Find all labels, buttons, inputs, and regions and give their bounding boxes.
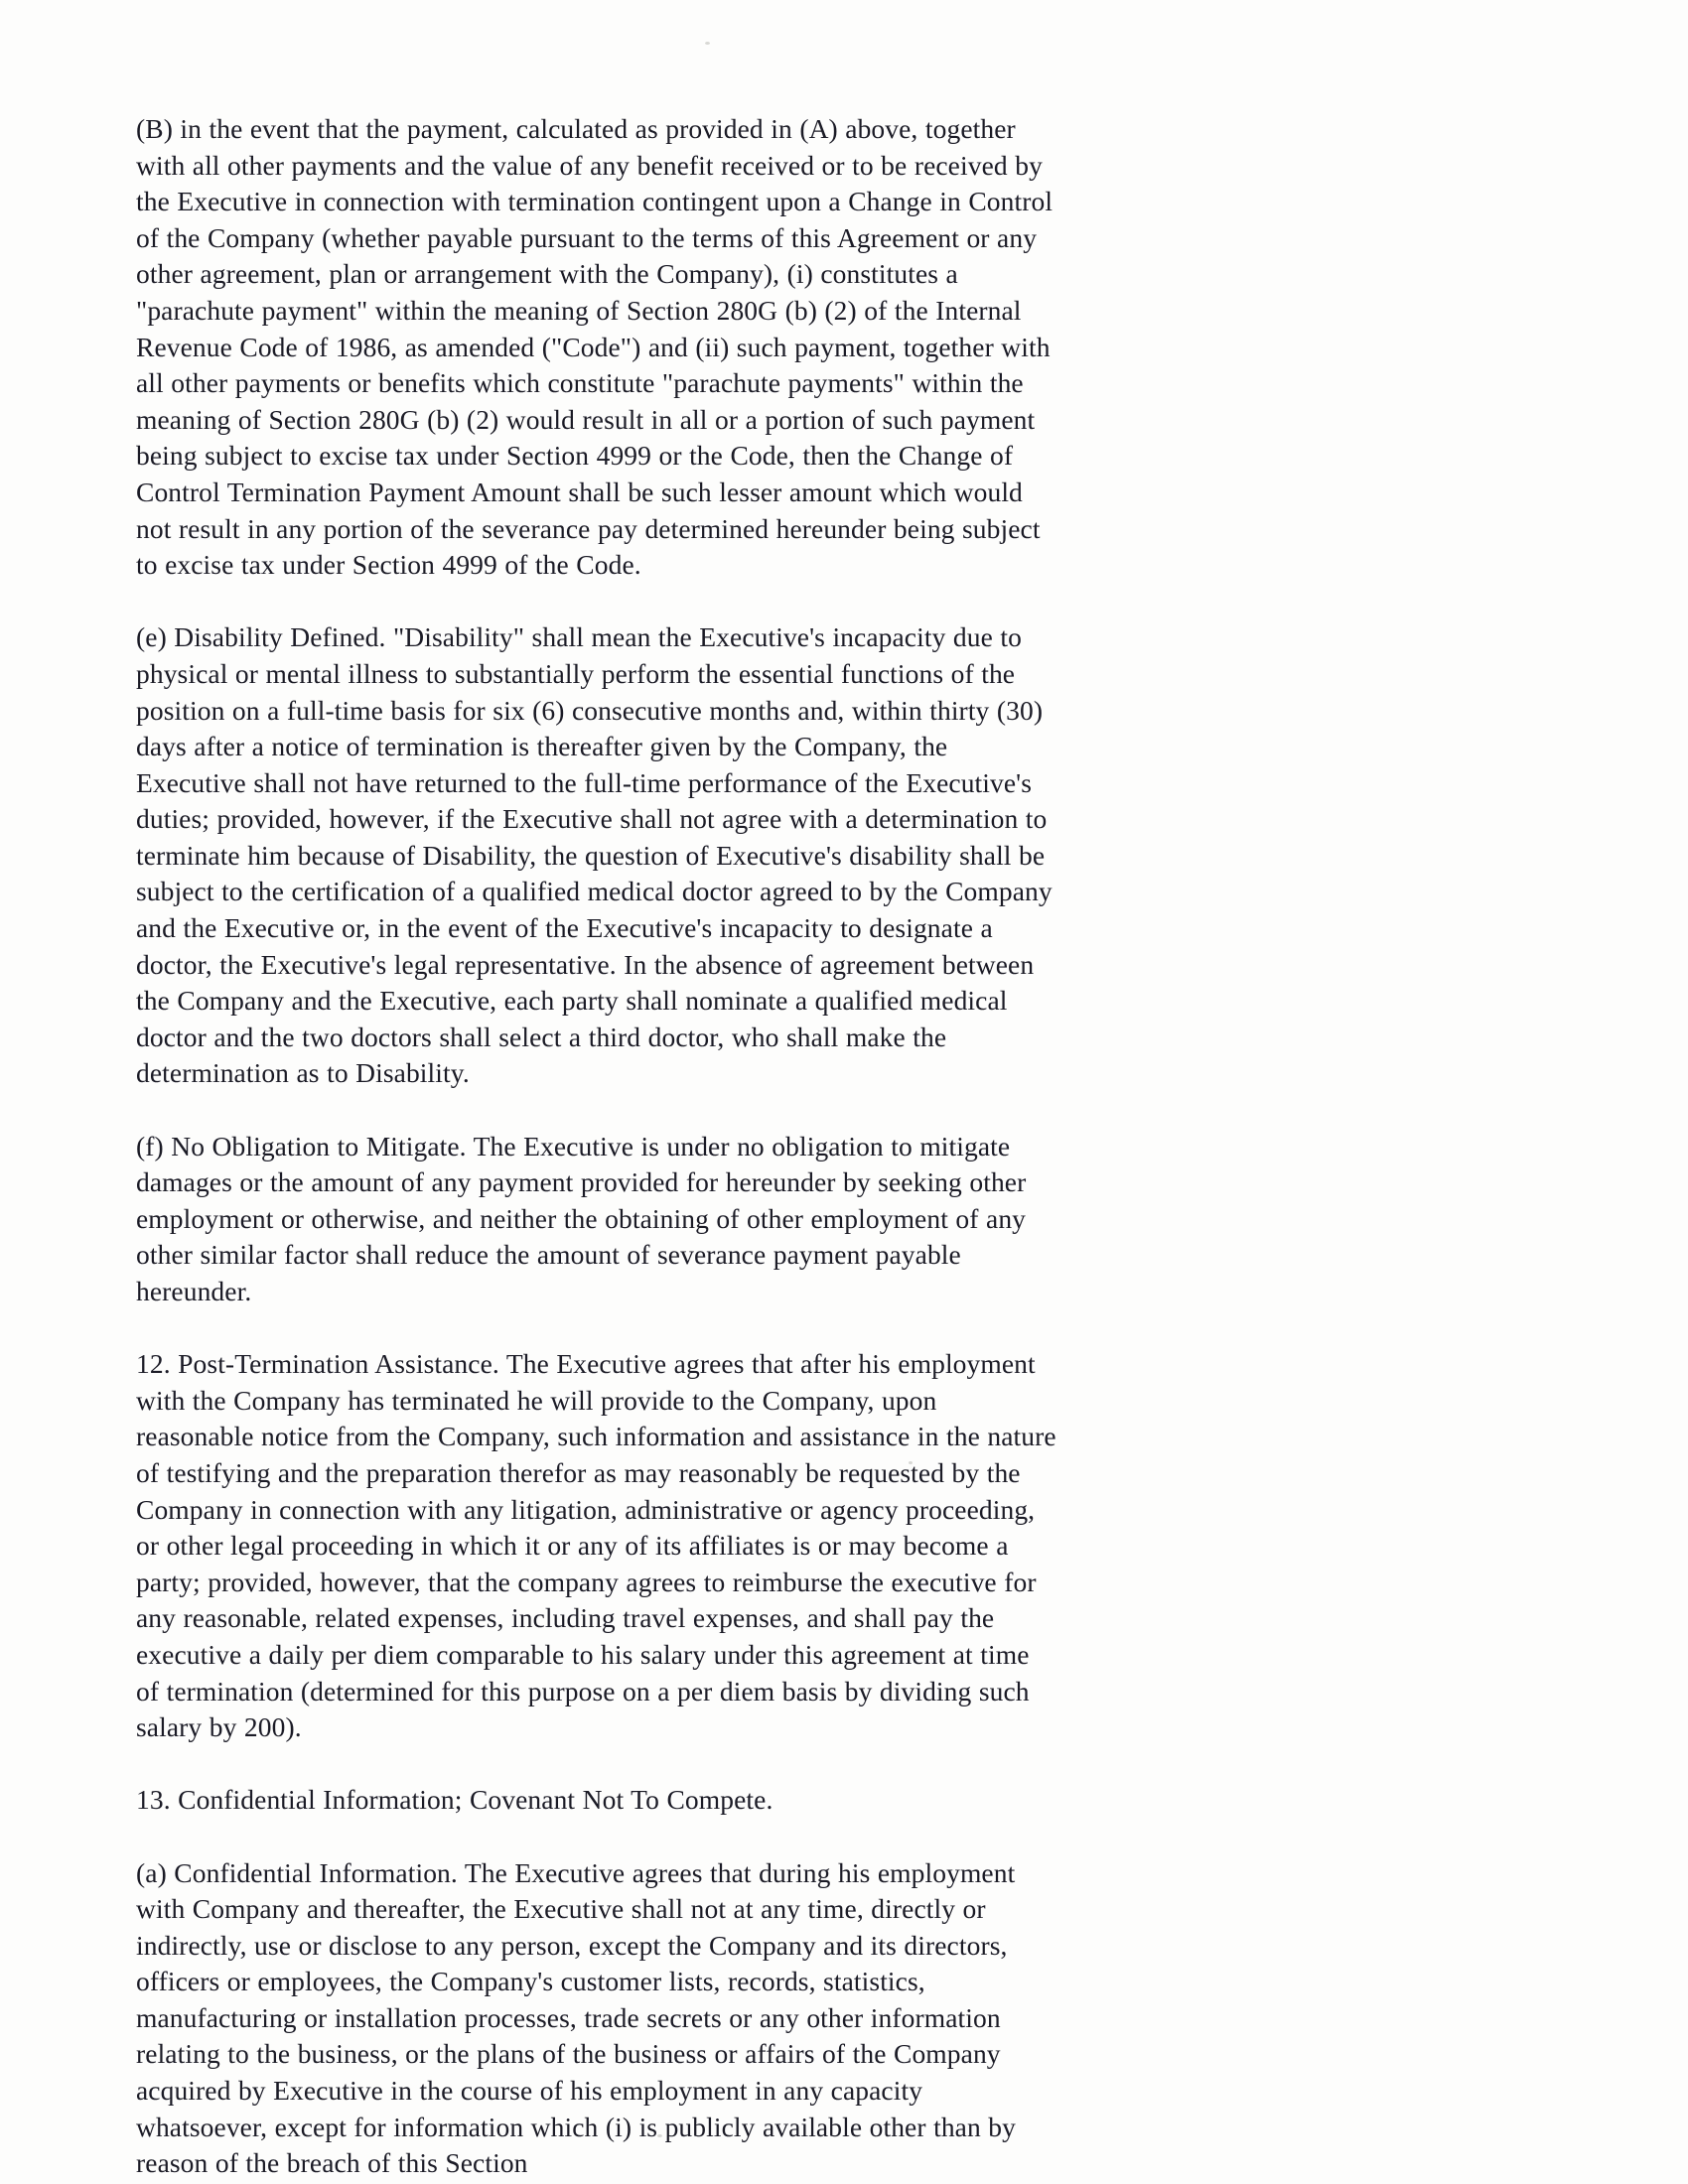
paragraph-parachute-payment: (B) in the event that the payment, calculated as provided in (A) above, together with all other payments and the value of any benefit received or to be received by the Executive in connection with termination contingent upon a Change in Control of the Company (whether payable pursuant to the terms of this Agreement or any other agreement, plan or arrangement with the Company), (i) constitutes a "parachute payment" within the meaning of Section 280G (b) (2) of the Internal Revenue Code of 1986, as amended ("Code") and (ii) such payment, together with all other payments or benefits which constitute "parachute payments" within the meaning of Section 280G (b) (2) would result in all or a portion of such payment being subject to excise tax under Section 4999 or the Code, then the Change of Control Termination Payment Amount shall be such lesser amount which would not result in any portion of the severance pay determined hereunder being subject to excise tax under Section 4999 of the Code.	[136, 113, 1054, 581]
paragraph-confidential-information: (a) Confidential Information. The Executive agrees that during his employment with Company and thereafter, the Executive shall not at any time, directly or indirectly, use or disclose to any person, except the Company and its directors, officers or employees, the Company's customer lists, records, statistics, manufacturing or installation processes, trade secrets or any other information relating to the business, or the plans of the business or affairs of the Company acquired by Executive in the course of his employment in any capacity whatsoever, except for information which (i) is publicly available other than by reason of the breach of this Section	[136, 1856, 1017, 2179]
document-text-block	[136, 111, 1057, 2182]
paragraph-no-obligation-to-mitigate: (f) No Obligation to Mitigate. The Executive is under no obligation to mitigate damages or the amount of any payment provided for hereunder by seeking other employment or otherwise, and neither the obtaining of other employment of any other similar factor shall reduce the amount of severance payment payable hereunder.	[136, 1130, 1027, 1306]
paragraph-disability-defined: (e) Disability Defined. "Disability" shall mean the Executive's incapacity due to physical or mental illness to substantially perform the essential functions of the position on a full-time basis for six (6) consecutive months and, within thirty (30) days after a notice of termination is thereafter given by the Company, the Executive shall not have returned to the full-time performance of the Executive's duties; provided, however, if the Executive shall not agree with a determination to terminate him because of Disability, the question of Executive's disability shall be subject to the certification of a qualified medical doctor agreed to by the Company and the Executive or, in the event of the Executive's incapacity to designate a doctor, the Executive's legal representative. In the absence of agreement between the Company and the Executive, each party shall nominate a qualified medical doctor and the two doctors shall select a third doctor, who shall make the determination as to Disability.	[136, 621, 1053, 1089]
paragraph-post-termination-assistance: 12. Post-Termination Assistance. The Executive agrees that after his employment with the Company has terminated he will provide to the Company, upon reasonable notice from the Company, such information and assistance in the nature of testifying and the preparation therefor as may reasonably be requested by the Company in connection with any litigation, administrative or agency proceeding, or other legal proceeding in which it or any of its affiliates is or may become a party; provided, however, that the company agrees to reimburse the executive for any reasonable, related expenses, including travel expenses, and shall pay the executive a daily per diem comparable to his salary under this agreement at time of termination (determined for this purpose on a per diem basis by dividing such salary by 200).	[136, 1348, 1056, 1743]
scan-artifact	[705, 42, 710, 45]
heading-confidential-information-covenant: 13. Confidential Information; Covenant Not To Compete.	[136, 1784, 774, 1816]
